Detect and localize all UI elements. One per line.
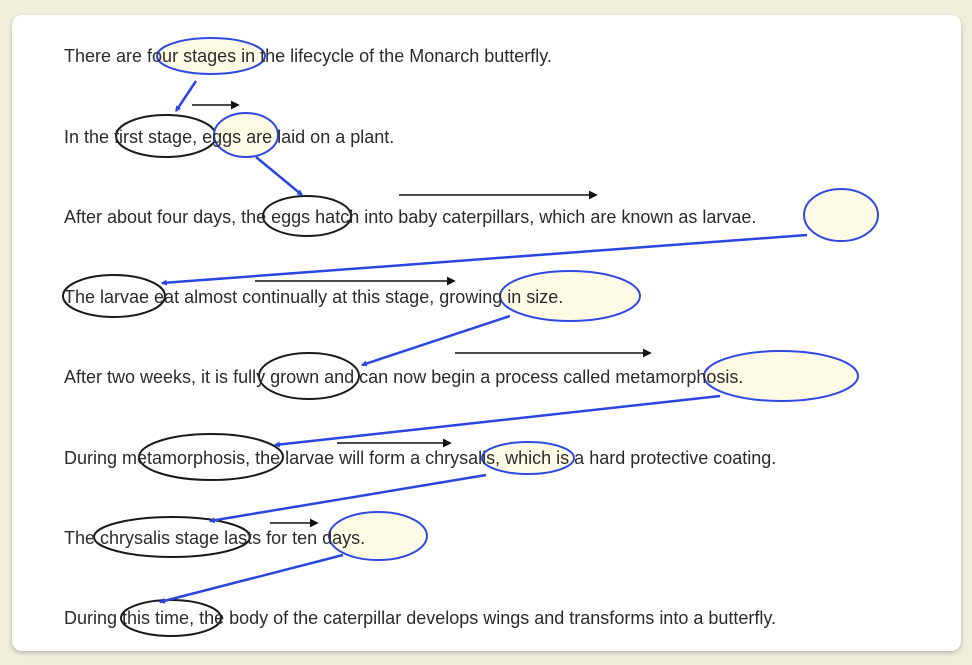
sentence-8-segment-3: , the body of the caterpillar develops wings and transforms into a butterfly. <box>189 608 777 628</box>
given-highlight-larvae <box>804 189 878 241</box>
sentence-5-segment-3: and can now begin a process called <box>319 367 616 387</box>
sentence-2-segment-5: are laid on a plant. <box>241 127 395 147</box>
sentence-7 <box>64 528 365 548</box>
sentence-1-segment-3: in the lifecycle of the Monarch butterfly. <box>236 46 552 66</box>
sentence-3-segment-2: the eggs <box>241 207 311 227</box>
link-arrow-eggs-to-the-eggs <box>256 157 302 195</box>
sentence-3-segment-3: hatch into baby caterpillars, which are known as <box>310 207 703 227</box>
monarch-lifecycle-diagram <box>12 15 961 651</box>
sentence-6-segment-1: During <box>64 448 123 468</box>
sentence-2 <box>64 127 394 147</box>
sentence-2-segment-3: , <box>192 127 203 147</box>
sentence-2-segment-2: first stage <box>114 127 193 147</box>
link-arrow-metamorphosis-to-metamorphosis <box>275 396 720 445</box>
sentence-6 <box>64 448 776 468</box>
sentence-6-segment-3: , the larvae will form a <box>245 448 426 468</box>
sentence-5 <box>64 367 743 387</box>
sentence-3 <box>64 207 756 227</box>
sentence-6-segment-2: metamorphosis <box>122 448 246 468</box>
sentence-7-segment-4: ten days. <box>292 528 366 548</box>
sentence-6-segment-5: , which is a hard protective coating. <box>495 448 777 468</box>
link-arrow-ten-days-to-this-time <box>160 555 343 602</box>
sentence-8-segment-1: During <box>64 608 123 628</box>
sentence-7-segment-2: chrysalis stage <box>100 528 220 548</box>
sentence-5-segment-4: metamorphosis. <box>615 367 744 387</box>
sentence-8-segment-2: this time <box>122 608 190 628</box>
sentence-3-segment-1: After about four days, <box>64 207 242 227</box>
sentence-6-segment-4: chrysalis <box>425 448 496 468</box>
sentence-5-segment-2: fully grown <box>233 367 320 387</box>
sentence-2-segment-4: eggs <box>202 127 242 147</box>
sentence-4-segment-1: The larvae <box>64 287 150 307</box>
sentence-7-segment-3: lasts for <box>219 528 293 548</box>
sentence-1 <box>64 46 552 66</box>
sentence-2-segment-1: In the <box>64 127 115 147</box>
sentence-8 <box>64 608 776 628</box>
sentence-4-segment-3: growing in size. <box>439 287 564 307</box>
sentence-5-segment-1: After two weeks, it is <box>64 367 234 387</box>
link-arrow-four-stages-to-first-stage <box>176 81 196 111</box>
sentence-1-segment-1: There are <box>64 46 148 66</box>
link-arrow-layer <box>160 81 807 602</box>
diagram-card <box>12 15 961 651</box>
sentence-7-segment-1: The <box>64 528 101 548</box>
link-arrow-larvae-to-the-larvae <box>162 235 807 283</box>
sentence-4-segment-2: eat almost continually at this stage, <box>149 287 440 307</box>
sentence-1-segment-2: four stages <box>147 46 237 66</box>
sentence-3-segment-4: larvae. <box>702 207 757 227</box>
sentence-4 <box>64 287 563 307</box>
link-arrow-growing-to-fully-grown <box>362 316 510 365</box>
link-arrow-chrysalis-to-chrysalis-stage <box>210 475 486 521</box>
